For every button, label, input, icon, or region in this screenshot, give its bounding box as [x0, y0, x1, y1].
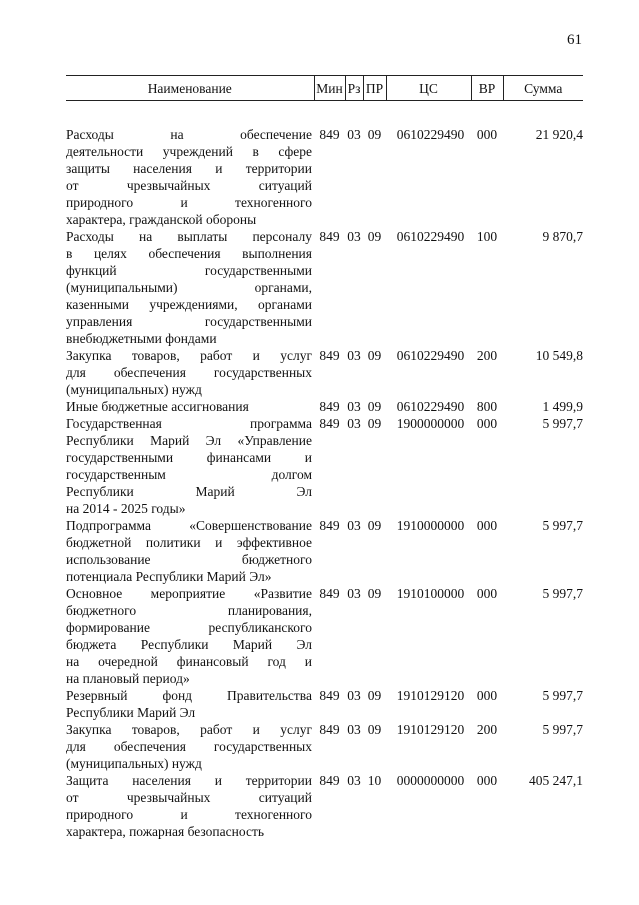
- row-pr: 09: [367, 586, 382, 601]
- row-name-line: функций государственными: [66, 263, 312, 278]
- row-name-line: (муниципальными) органами,: [66, 280, 312, 295]
- header-min: Мин: [314, 76, 345, 101]
- row-name-line: бюджета Республики Марий Эл: [66, 637, 312, 652]
- table-row: [66, 721, 583, 772]
- table-row: [66, 347, 583, 398]
- header-rz: Рз: [345, 76, 363, 101]
- row-min: 849: [319, 399, 340, 414]
- row-rz: 03: [347, 586, 361, 601]
- row-name-line: потенциала Республики Марий Эл»: [66, 569, 272, 584]
- row-cs: 1910000000: [396, 518, 465, 533]
- row-name-line: Закупка товаров, работ и услуг: [66, 722, 312, 737]
- row-cs: 1900000000: [396, 416, 465, 431]
- table-header: [66, 76, 583, 101]
- row-name: [66, 772, 314, 840]
- row-cs: 0610229490: [396, 229, 465, 244]
- table-row: [66, 126, 583, 228]
- row-cs: 1910129120: [396, 688, 465, 703]
- row-vr: 000: [476, 416, 498, 431]
- row-vr: 800: [476, 399, 498, 414]
- row-vr: 000: [476, 773, 498, 788]
- header-vr: ВР: [471, 76, 503, 101]
- row-cs: 1910100000: [396, 586, 465, 601]
- row-pr: 09: [367, 229, 382, 244]
- table-row: [66, 415, 583, 517]
- row-name: [66, 585, 314, 687]
- row-name: [66, 347, 314, 398]
- header-name: Наименование: [66, 76, 314, 101]
- row-sum: 5 997,7: [542, 416, 583, 431]
- row-name-line: для обеспечения государственных: [66, 365, 312, 380]
- row-rz: 03: [347, 399, 361, 414]
- row-name-line: характера, гражданской обороны: [66, 212, 257, 227]
- row-name-line: бюджетной политики и эффективное: [66, 535, 312, 550]
- row-name: [66, 228, 314, 347]
- row-name-line: Государственная программа: [66, 416, 312, 431]
- row-name-line: от чрезвычайных ситуаций: [66, 790, 312, 805]
- table-row: [66, 398, 583, 415]
- row-sum: 5 997,7: [542, 518, 583, 533]
- row-rz: 03: [347, 773, 361, 788]
- row-name-line: казенными учреждениями, органами: [66, 297, 312, 312]
- header-cs: ЦС: [386, 76, 471, 101]
- table-row: [66, 585, 583, 687]
- row-min: 849: [319, 229, 340, 244]
- row-name-line: природного и техногенного: [66, 807, 312, 822]
- row-name-line: в целях обеспечения выполнения: [66, 246, 312, 261]
- row-pr: 09: [367, 399, 382, 414]
- row-pr: 09: [367, 688, 382, 703]
- row-pr: 09: [367, 416, 382, 431]
- row-vr: 100: [476, 229, 498, 244]
- row-sum: 10 549,8: [535, 348, 583, 363]
- row-name-line: формирование республиканского: [66, 620, 312, 635]
- row-name-line: Республики Марий Эл: [66, 705, 196, 720]
- row-min: 849: [319, 586, 340, 601]
- page-number: 61: [567, 32, 582, 48]
- row-min: 849: [319, 688, 340, 703]
- row-name-line: природного и техногенного: [66, 195, 312, 210]
- row-name-line: внебюджетными фондами: [66, 331, 217, 346]
- row-name-line: на плановый период»: [66, 671, 190, 686]
- row-sum: 5 997,7: [542, 722, 583, 737]
- row-name-line: государственным долгом: [66, 467, 312, 482]
- row-cs: 0000000000: [396, 773, 465, 788]
- row-name-line: Основное мероприятие «Развитие: [66, 586, 312, 601]
- header-sum: Сумма: [503, 76, 583, 101]
- row-min: 849: [319, 416, 340, 431]
- row-name-line: бюджетного планирования,: [66, 603, 312, 618]
- row-name-line: (муниципальных) нужд: [66, 382, 202, 397]
- row-rz: 03: [347, 518, 361, 533]
- row-name: [66, 126, 314, 228]
- row-name: [66, 398, 314, 415]
- row-vr: 000: [476, 518, 498, 533]
- row-name: [66, 415, 314, 517]
- row-name-line: защиты населения и территории: [66, 161, 312, 176]
- row-name-line: управления государственными: [66, 314, 312, 329]
- header-pr: ПР: [363, 76, 386, 101]
- row-name-line: Расходы на выплаты персоналу: [66, 229, 312, 244]
- row-name-line: (муниципальных) нужд: [66, 756, 202, 771]
- row-min: 849: [319, 127, 340, 142]
- row-vr: 000: [476, 586, 498, 601]
- row-name-line: Резервный фонд Правительства: [66, 688, 312, 703]
- row-name-line: Закупка товаров, работ и услуг: [66, 348, 312, 363]
- budget-table: [66, 75, 583, 840]
- row-min: 849: [319, 348, 340, 363]
- row-rz: 03: [347, 127, 361, 142]
- row-name-line: характера, пожарная безопасность: [66, 824, 264, 839]
- row-sum: 5 997,7: [542, 688, 583, 703]
- row-rz: 03: [347, 416, 361, 431]
- row-name-line: для обеспечения государственных: [66, 739, 312, 754]
- row-min: 849: [319, 518, 340, 533]
- row-name-line: Республики Марий Эл: [66, 484, 312, 499]
- row-vr: 000: [476, 688, 498, 703]
- row-rz: 03: [347, 688, 361, 703]
- row-name-line: на очередной финансовый год и: [66, 654, 312, 669]
- row-name-line: деятельности учреждений в сфере: [66, 144, 312, 159]
- row-min: 849: [319, 773, 340, 788]
- row-name-line: Республики Марий Эл «Управление: [66, 433, 312, 448]
- row-pr: 09: [367, 722, 382, 737]
- row-vr: 200: [476, 722, 498, 737]
- row-sum: 9 870,7: [542, 229, 583, 244]
- row-pr: 09: [367, 348, 382, 363]
- row-cs: 0610229490: [396, 348, 465, 363]
- row-name-line: Защита населения и территории: [66, 773, 312, 788]
- table-row: [66, 772, 583, 840]
- row-name-line: Расходы на обеспечение: [66, 127, 312, 142]
- row-sum: 21 920,4: [535, 127, 583, 142]
- table-row: [66, 687, 583, 721]
- row-rz: 03: [347, 348, 361, 363]
- row-pr: 10: [367, 773, 382, 788]
- row-name: [66, 687, 314, 721]
- table-row: [66, 228, 583, 347]
- table-row: [66, 517, 583, 585]
- row-sum: 5 997,7: [542, 586, 583, 601]
- row-name: [66, 721, 314, 772]
- row-vr: 200: [476, 348, 498, 363]
- row-name-line: использование бюджетного: [66, 552, 312, 567]
- row-rz: 03: [347, 722, 361, 737]
- row-name: [66, 517, 314, 585]
- row-min: 849: [319, 722, 340, 737]
- row-cs: 1910129120: [396, 722, 465, 737]
- row-name-line: государственными финансами и: [66, 450, 312, 465]
- row-name-line: от чрезвычайных ситуаций: [66, 178, 312, 193]
- row-vr: 000: [476, 127, 498, 142]
- row-name-line: на 2014 - 2025 годы»: [66, 501, 186, 516]
- row-sum: 1 499,9: [542, 399, 583, 414]
- row-rz: 03: [347, 229, 361, 244]
- row-name-line: Подпрограмма «Совершенствование: [66, 518, 312, 533]
- row-name-line: Иные бюджетные ассигнования: [66, 399, 249, 414]
- row-cs: 0610229490: [396, 399, 465, 414]
- table-body: [66, 101, 583, 841]
- row-pr: 09: [367, 127, 382, 142]
- row-pr: 09: [367, 518, 382, 533]
- row-cs: 0610229490: [396, 127, 465, 142]
- row-sum: 405 247,1: [529, 773, 583, 788]
